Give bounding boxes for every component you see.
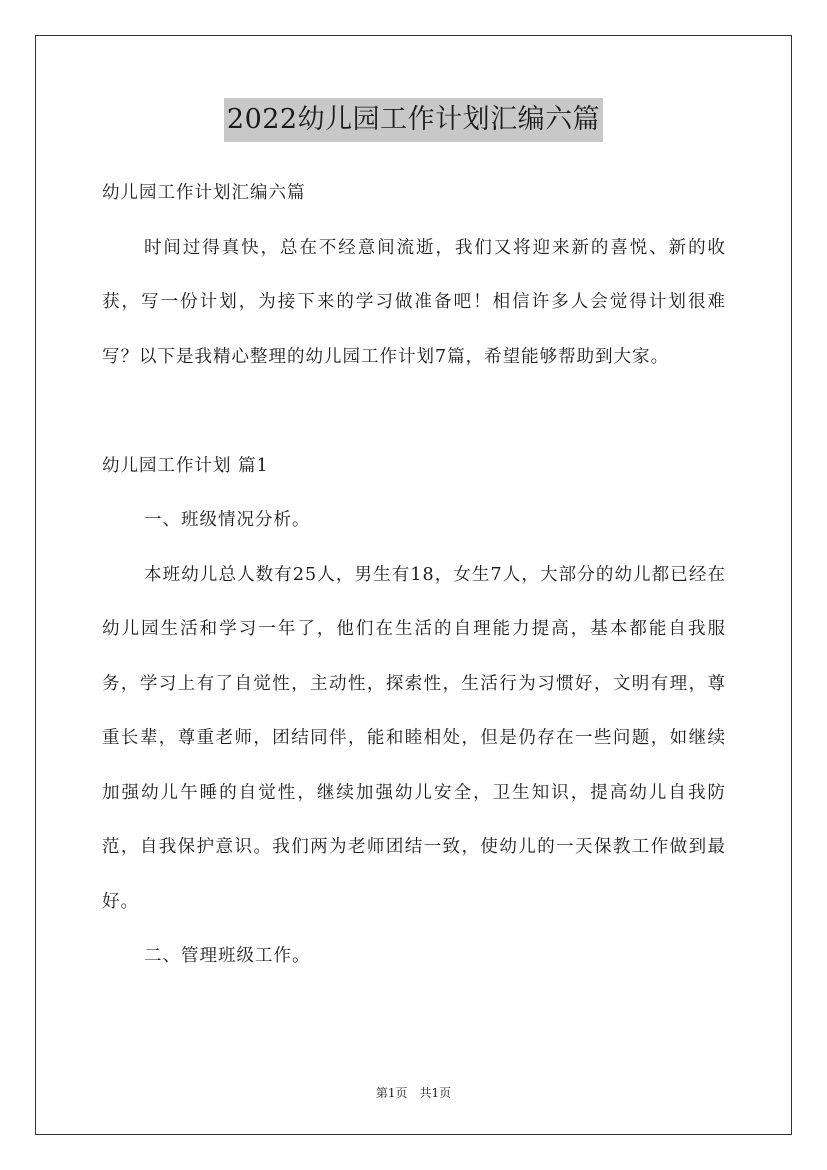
item-body-1: 本班幼儿总人数有25人，男生有18，女生7人，大部分的幼儿都已经在幼儿园生活和学习一年了，他们在生活的自理能力提高，基本都能自我服务，学习上有了自觉性，主动性，探索性，生活行为习惯好，文明有理，尊重长辈，尊重老师，团结同伴，能和睦相处，但是仍存在一些问题，如继续加强幼儿午睡的自觉性，继续加强幼儿安全，卫生知识，提高幼儿自我防范，自我保护意识。我们两为老师团结一致，使幼儿的一天保教工作做到最好。 [102, 564, 726, 912]
intro-paragraph: 时间过得真快，总在不经意间流逝，我们又将迎来新的喜悦、新的收获，写一份计划，为接下来的学习做准备吧！相信许多人会觉得计划很难写？以下是我精心整理的幼儿园工作计划7篇，希望能够帮助到大家。 [102, 237, 726, 367]
item-heading-1: 一、班级情况分析。 [144, 510, 311, 530]
document-body [102, 166, 726, 984]
document-title: 2022幼儿园工作计划汇编六篇 [224, 98, 603, 142]
document-subtitle: 幼儿园工作计划汇编六篇 [102, 183, 306, 203]
section-heading: 幼儿园工作计划 篇1 [102, 455, 269, 476]
page-footer: 第1页 共1页 [375, 1086, 452, 1100]
section-spacer [102, 384, 726, 439]
title-container [0, 98, 827, 142]
item-heading-2: 二、管理班级工作。 [144, 946, 311, 966]
